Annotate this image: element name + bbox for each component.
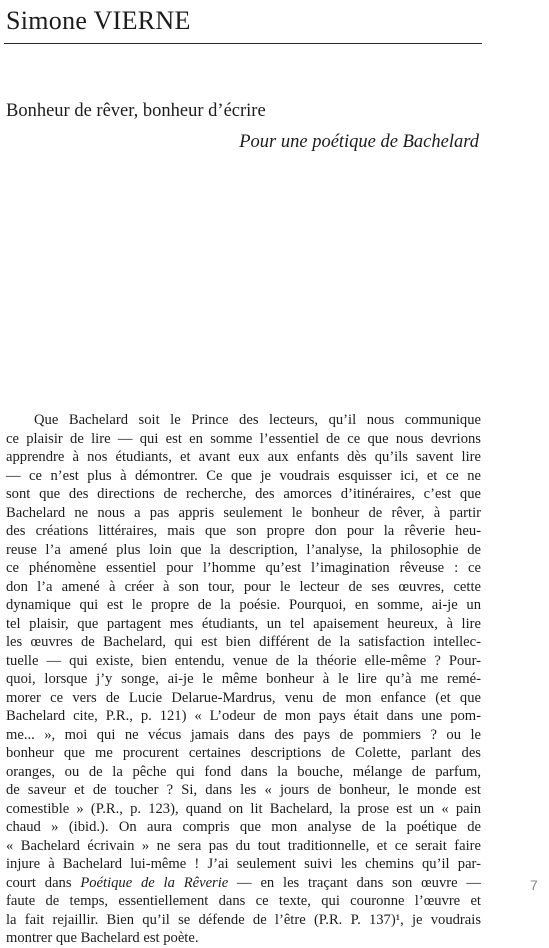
header-rule (4, 43, 482, 44)
body-text (6, 411, 481, 948)
body-line: Bachelard ne nous a pas appris seulement le bonheur de rêver, à partir (6, 504, 481, 521)
body-line: ce phénomène essentiel pour l’homme qu’est l’imagination rêveuse : ce (6, 560, 481, 576)
body-line: court dans Poétique de la Rêverie — en les traçant dans son œuvre — (6, 874, 481, 891)
body-line: des créations littéraires, mais que son propre don pour la rêverie heu- (6, 523, 481, 539)
page-number: 7 (530, 877, 538, 893)
body-line: apprendre à nos étudiants, et avant eux aux enfants dès qu’ils savent lire (6, 449, 481, 465)
body-line: faute de temps, essentiellement dans ce texte, qui couronne l’œuvre et (6, 893, 481, 909)
body-line: de saveur et de toucher ? Si, dans les « jours de bonheur, le monde est (6, 782, 481, 798)
body-line: ce plaisir de lire — qui est en somme l’essentiel de ce que nous devrions (6, 430, 481, 447)
body-line: quoi, lorsque j’y songe, ai-je le même bonheur à le lire qu’à me remé- (6, 671, 481, 687)
body-line: montrer que Bachelard est poète. (6, 930, 199, 946)
body-line: reuse l’a amené plus loin que la description, l’analyse, la philosophie de (6, 541, 481, 558)
body-line: oranges, ou de la pêche qui fond dans la bouche, mélange de parfum, (6, 763, 481, 780)
body-line: bonheur que me procurent certaines descriptions de Colette, parlant des (6, 745, 481, 761)
body-line: — ce n’est plus à démontrer. Ce que je voudrais esquisser ici, et ce ne (6, 467, 481, 484)
body-line: sont que des directions de recherche, des amorces d’itinéraires, c’est que (6, 486, 481, 502)
body-line: morer ce vers de Lucie Delarue-Mardrus, venu de mon enfance (et que (6, 689, 481, 706)
body-line: « Bachelard écrivain » ne sera pas du tout traditionnelle, et ce serait faire (6, 837, 481, 854)
article-title: Bonheur de rêver, bonheur d’écrire (6, 101, 266, 121)
body-line: chaud » (ibid.). On aura compris que mon analyse de la poétique de (6, 819, 481, 835)
body-line: me... », moi qui ne vécus jamais dans des pays de pommiers ? ou le (6, 726, 481, 743)
body-line: dynamique qui est le propre de la poésie. Pourquoi, en somme, ai-je un (6, 597, 481, 613)
body-line: les œuvres de Bachelard, qui est bien différent de la satisfaction intellec- (6, 634, 481, 650)
book-title: Poétique de la Rêverie (80, 874, 229, 891)
body-line: injure à Bachelard lui-même ! J’ai seulement suivi les chemins qu’il par- (6, 856, 481, 872)
body-line: Que Bachelard soit le Prince des lecteurs, qu’il nous communique (34, 412, 481, 428)
author-name: Simone VIERNE (6, 6, 191, 35)
body-line: tuelle — qui existe, bien entendu, venue de la théorie elle-même ? Pour- (6, 652, 481, 669)
body-line: don l’a amené à créer à son tour, pour le lecteur de ses œuvres, cette (6, 578, 481, 595)
article-subtitle: Pour une poétique de Bachelard (239, 132, 479, 152)
body-line: tel plaisir, que partagent mes étudiants, un tel apaisement heureux, à lire (6, 615, 481, 632)
body-line: Bachelard cite, P.R., p. 121) « L’odeur de mon pays était dans une pom- (6, 708, 481, 724)
body-line: la fait rejaillir. Bien qu’il se défende de l’être (P.R. P. 137)¹, je voudrais (6, 911, 481, 928)
body-line: comestible » (P.R., p. 123), quand on lit Bachelard, la prose est un « pain (6, 800, 481, 817)
